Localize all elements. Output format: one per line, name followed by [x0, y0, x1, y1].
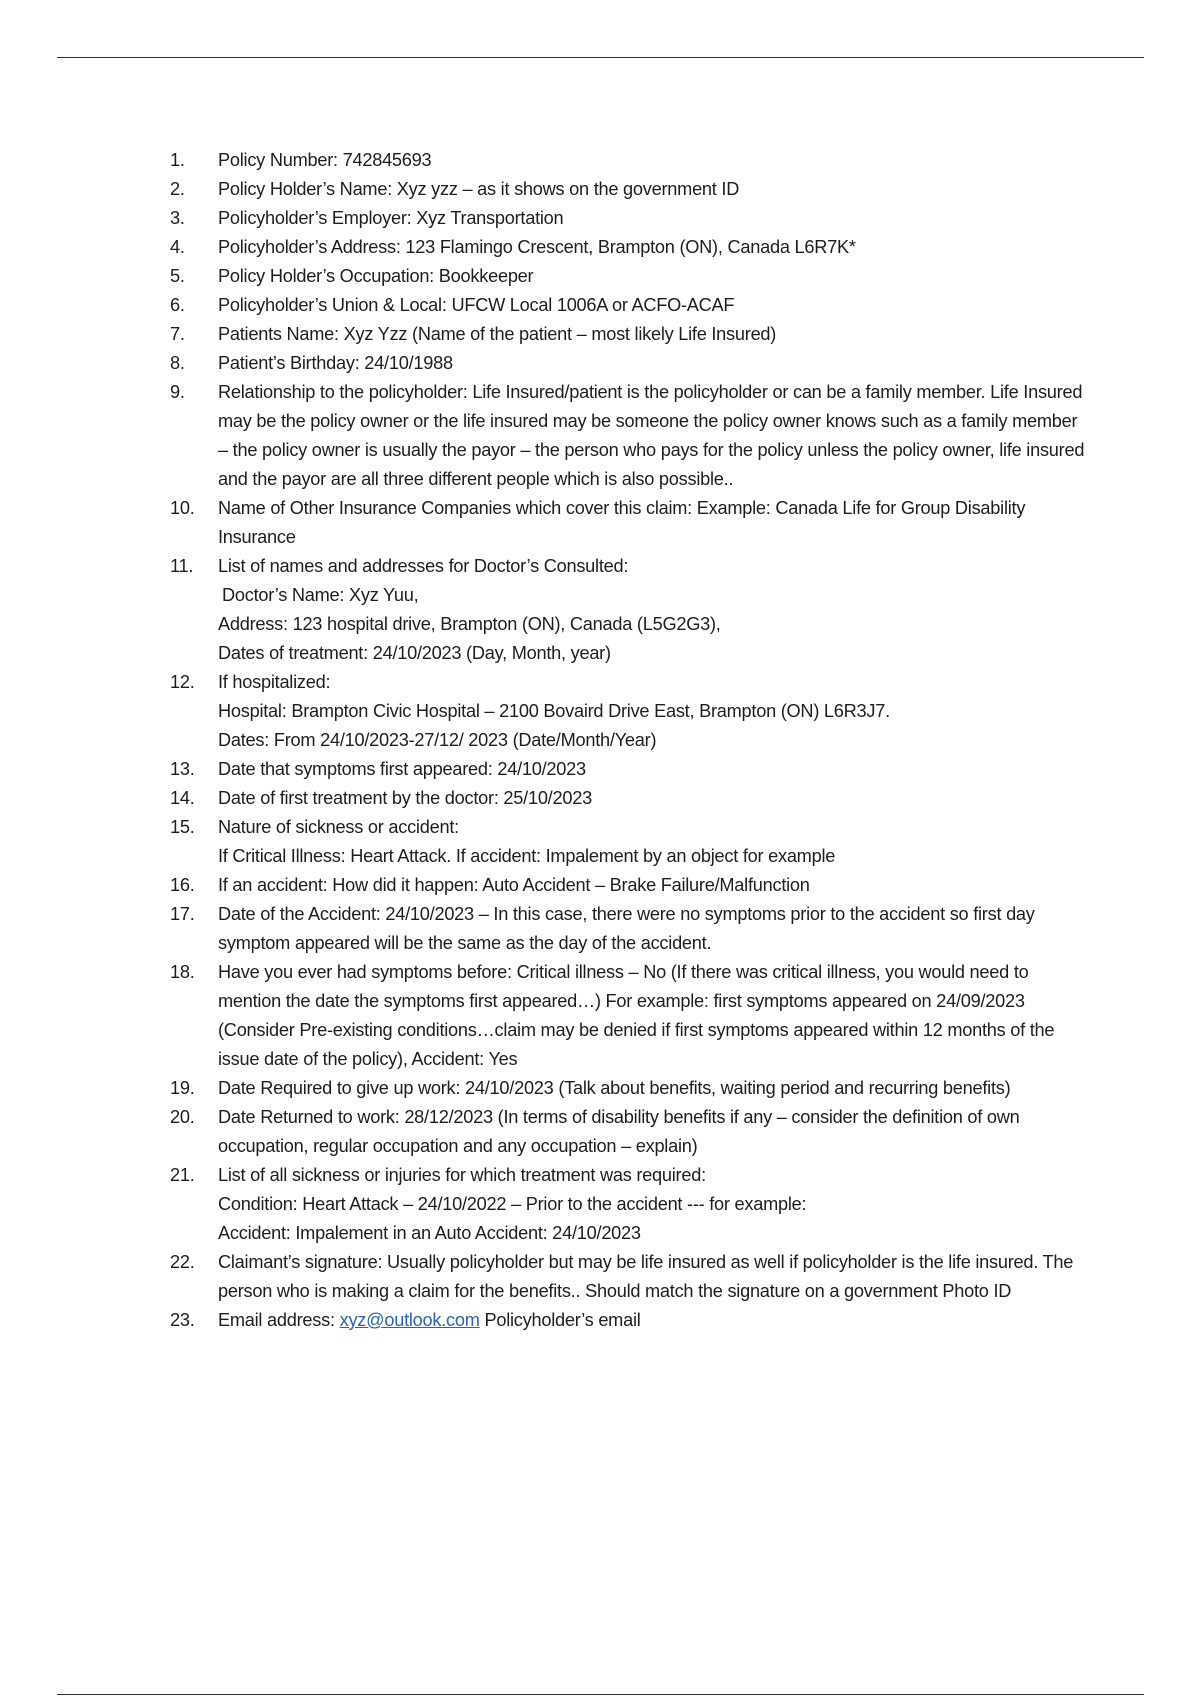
list-item-policy-holder-name — [170, 175, 1090, 204]
list-item-first-treatment — [170, 784, 1090, 813]
item-number: 14. — [170, 788, 195, 808]
list-item-symptoms-date — [170, 755, 1090, 784]
item-text: Date of the Accident: 24/10/2023 – In this case, there were no symptoms prior to the accident so first day symptom appeared will be the same as the day of the accident. — [218, 904, 1035, 953]
item-number: 4. — [170, 237, 185, 257]
item-number: 20. — [170, 1107, 195, 1127]
list-item-sickness-injuries — [170, 1161, 1090, 1248]
list-item-accident-how — [170, 871, 1090, 900]
item-number: 19. — [170, 1078, 195, 1098]
item-number: 23. — [170, 1310, 195, 1330]
item-text: Policyholder’s Union & Local: UFCW Local 1006A or ACFO-ACAF — [218, 295, 735, 315]
item-text: List of all sickness or injuries for which treatment was required: — [218, 1165, 706, 1185]
item-text: Relationship to the policyholder: Life Insured/patient is the policyholder or can be a family member. Life Insured may be the policy owner or the life insured may be someone the policy owner knows such as a family member – the policy owner is usually the payor – the person who pays for the policy unless the policy owner, life insured and the payor are all three different people which is also possible.. — [218, 382, 1085, 489]
item-text: List of names and addresses for Doctor’s Consulted: — [218, 556, 629, 576]
treatment-dates: Dates of treatment: 24/10/2023 (Day, Month, year) — [218, 643, 611, 663]
item-number: 10. — [170, 498, 195, 518]
list-item-accident-date — [170, 900, 1090, 958]
item-text: Policy Holder’s Occupation: Bookkeeper — [218, 266, 534, 286]
hospital-dates: Dates: From 24/10/2023-27/12/ 2023 (Date/Month/Year) — [218, 730, 657, 750]
item-text: Policyholder’s Address: 123 Flamingo Crescent, Brampton (ON), Canada L6R7K* — [218, 237, 856, 257]
item-text: Date of first treatment by the doctor: 25/10/2023 — [218, 788, 592, 808]
document-body — [170, 146, 1090, 1335]
list-item-occupation — [170, 262, 1090, 291]
sickness-detail: If Critical Illness: Heart Attack. If accident: Impalement by an object for example — [218, 846, 836, 866]
email-link[interactable]: xyz@outlook.com — [339, 1310, 480, 1330]
item-text: Date Required to give up work: 24/10/2023 (Talk about benefits, waiting period and recurring benefits) — [218, 1078, 1011, 1098]
item-text: Patient’s Birthday: 24/10/1988 — [218, 353, 453, 373]
list-item-claimant-signature — [170, 1248, 1090, 1306]
list-item-prior-symptoms — [170, 958, 1090, 1074]
item-number: 8. — [170, 353, 185, 373]
item-number: 6. — [170, 295, 185, 315]
accident-line: Accident: Impalement in an Auto Accident: 24/10/2023 — [218, 1223, 641, 1243]
item-text: Date that symptoms first appeared: 24/10/2023 — [218, 759, 586, 779]
item-number: 13. — [170, 759, 195, 779]
item-text: If an accident: How did it happen: Auto Accident – Brake Failure/Malfunction — [218, 875, 810, 895]
doctor-address: Address: 123 hospital drive, Brampton (ON), Canada (L5G2G3), — [218, 614, 721, 634]
item-text: Name of Other Insurance Companies which cover this claim: Example: Canada Life for Group Disability Insurance — [218, 498, 1026, 547]
item-number: 17. — [170, 904, 195, 924]
list-item-doctors-consulted — [170, 552, 1090, 668]
list-item-nature-of-sickness — [170, 813, 1090, 871]
item-number: 2. — [170, 179, 185, 199]
list-item-other-insurance — [170, 494, 1090, 552]
item-text: Claimant’s signature: Usually policyholder but may be life insured as well if policyholder is the life insured. The person who is making a claim for the benefits.. Should match the signature on a government Photo ID — [218, 1252, 1074, 1301]
list-item-hospitalized — [170, 668, 1090, 755]
list-item-policy-number — [170, 146, 1090, 175]
item-text: Date Returned to work: 28/12/2023 (In terms of disability benefits if any – consider the definition of own occupation, regular occupation and any occupation – explain) — [218, 1107, 1020, 1156]
list-item-employer — [170, 204, 1090, 233]
email-label: Email address: — [218, 1310, 340, 1330]
list-item-patient-birthday — [170, 349, 1090, 378]
item-number: 5. — [170, 266, 185, 286]
item-number: 3. — [170, 208, 185, 228]
claim-items-list — [170, 146, 1090, 1335]
condition-line: Condition: Heart Attack – 24/10/2022 – Prior to the accident --- for example: — [218, 1194, 807, 1214]
item-text: Policyholder’s Employer: Xyz Transportation — [218, 208, 564, 228]
item-text: Patients Name: Xyz Yzz (Name of the patient – most likely Life Insured) — [218, 324, 777, 344]
list-item-union — [170, 291, 1090, 320]
header-rule — [57, 57, 1144, 58]
list-item-give-up-work — [170, 1074, 1090, 1103]
doctor-name: Doctor’s Name: Xyz Yuu, — [222, 585, 419, 605]
list-item-email — [170, 1306, 1090, 1335]
item-number: 7. — [170, 324, 185, 344]
item-text: Policy Number: 742845693 — [218, 150, 432, 170]
item-text: If hospitalized: — [218, 672, 331, 692]
list-item-relationship — [170, 378, 1090, 494]
item-text: Policy Holder’s Name: Xyz yzz – as it shows on the government ID — [218, 179, 740, 199]
item-number: 18. — [170, 962, 195, 982]
item-number: 16. — [170, 875, 195, 895]
item-text: Nature of sickness or accident: — [218, 817, 459, 837]
list-item-patient-name — [170, 320, 1090, 349]
list-item-address — [170, 233, 1090, 262]
hospital-name: Hospital: Brampton Civic Hospital – 2100 Bovaird Drive East, Brampton (ON) L6R3J7. — [218, 701, 890, 721]
item-number: 21. — [170, 1165, 195, 1185]
item-text: Have you ever had symptoms before: Critical illness – No (If there was critical illness, you would need to mention the date the symptoms first appeared…) For example: first symptoms appeared on 24/09/2023 (Consider Pre-existing conditions…claim may be denied if first symptoms appeared within 12 months of the issue date of the policy), Accident: Yes — [218, 962, 1055, 1069]
item-number: 1. — [170, 150, 185, 170]
item-number: 22. — [170, 1252, 195, 1272]
list-item-returned-to-work — [170, 1103, 1090, 1161]
item-number: 12. — [170, 672, 195, 692]
item-number: 15. — [170, 817, 195, 837]
item-number: 11. — [170, 556, 194, 576]
item-number: 9. — [170, 382, 185, 402]
email-suffix: Policyholder’s email — [479, 1310, 641, 1330]
footer-rule — [57, 1694, 1144, 1695]
